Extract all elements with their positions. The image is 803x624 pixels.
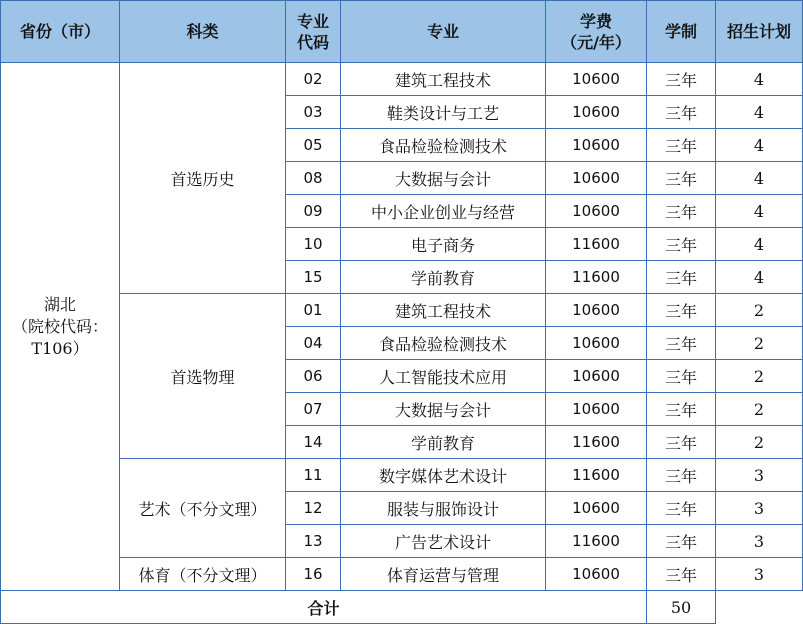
header-code (286, 1, 341, 63)
major-code: 08 (286, 162, 341, 195)
province-cell (1, 63, 120, 591)
major-code: 02 (286, 63, 341, 96)
major-name: 数字媒体艺术设计 (341, 459, 546, 492)
duration: 三年 (647, 129, 716, 162)
plan-count: 2 (716, 426, 803, 459)
major-name: 大数据与会计 (341, 162, 546, 195)
duration: 三年 (647, 96, 716, 129)
table-row (1, 63, 803, 96)
plan-count: 2 (716, 327, 803, 360)
plan-count: 3 (716, 525, 803, 558)
tuition-fee: 10600 (546, 96, 647, 129)
major-name: 人工智能技术应用 (341, 360, 546, 393)
major-name: 电子商务 (341, 228, 546, 261)
major-code: 03 (286, 96, 341, 129)
duration: 三年 (647, 294, 716, 327)
plan-count: 3 (716, 492, 803, 525)
tuition-fee: 10600 (546, 558, 647, 591)
plan-count: 4 (716, 195, 803, 228)
major-name: 建筑工程技术 (341, 294, 546, 327)
province-name: 湖北 (43, 294, 76, 314)
duration: 三年 (647, 393, 716, 426)
duration: 三年 (647, 459, 716, 492)
major-code: 15 (286, 261, 341, 294)
table-row (1, 558, 803, 591)
header-fee-line1: 学费 (579, 11, 612, 31)
province-code-line2: T106） (31, 338, 89, 358)
header-row (1, 1, 803, 63)
plan-count: 4 (716, 129, 803, 162)
major-name: 广告艺术设计 (341, 525, 546, 558)
duration: 三年 (647, 492, 716, 525)
tuition-fee: 11600 (546, 426, 647, 459)
plan-count: 3 (716, 459, 803, 492)
major-name: 学前教育 (341, 426, 546, 459)
major-code: 05 (286, 129, 341, 162)
plan-count: 2 (716, 294, 803, 327)
tuition-fee: 10600 (546, 393, 647, 426)
major-code: 04 (286, 327, 341, 360)
category-cell: 艺术（不分文理） (120, 459, 286, 558)
major-name: 中小企业创业与经营 (341, 195, 546, 228)
header-code-line2: 代码 (296, 32, 329, 52)
header-code-line1: 专业 (296, 11, 329, 31)
header-duration: 学制 (647, 1, 716, 63)
major-code: 13 (286, 525, 341, 558)
major-code: 01 (286, 294, 341, 327)
major-code: 09 (286, 195, 341, 228)
province-code-line1: （院校代码： (11, 316, 108, 336)
major-code: 10 (286, 228, 341, 261)
major-name: 体育运营与管理 (341, 558, 546, 591)
major-name: 鞋类设计与工艺 (341, 96, 546, 129)
duration: 三年 (647, 360, 716, 393)
major-name: 食品检验检测技术 (341, 129, 546, 162)
tuition-fee: 11600 (546, 261, 647, 294)
category-cell: 体育（不分文理） (120, 558, 286, 591)
tuition-fee: 10600 (546, 294, 647, 327)
duration: 三年 (647, 327, 716, 360)
plan-count: 4 (716, 96, 803, 129)
tuition-fee: 10600 (546, 492, 647, 525)
major-code: 11 (286, 459, 341, 492)
plan-count: 2 (716, 360, 803, 393)
header-category: 科类 (120, 1, 286, 63)
header-fee-line2: （元/年） (561, 32, 631, 52)
plan-count: 4 (716, 228, 803, 261)
duration: 三年 (647, 261, 716, 294)
major-code: 12 (286, 492, 341, 525)
header-major: 专业 (341, 1, 546, 63)
duration: 三年 (647, 228, 716, 261)
plan-count: 3 (716, 558, 803, 591)
duration: 三年 (647, 63, 716, 96)
major-name: 服装与服饰设计 (341, 492, 546, 525)
duration: 三年 (647, 195, 716, 228)
major-name: 大数据与会计 (341, 393, 546, 426)
major-name: 建筑工程技术 (341, 63, 546, 96)
duration: 三年 (647, 525, 716, 558)
tuition-fee: 11600 (546, 459, 647, 492)
duration: 三年 (647, 558, 716, 591)
plan-count: 2 (716, 393, 803, 426)
plan-count: 4 (716, 162, 803, 195)
tuition-fee: 10600 (546, 195, 647, 228)
category-cell: 首选历史 (120, 63, 286, 294)
plan-count: 4 (716, 261, 803, 294)
category-cell: 首选物理 (120, 294, 286, 459)
total-label: 合计 (1, 591, 647, 624)
total-row (1, 591, 803, 624)
tuition-fee: 10600 (546, 327, 647, 360)
major-code: 16 (286, 558, 341, 591)
header-plan: 招生计划 (716, 1, 803, 63)
table-row (1, 294, 803, 327)
major-code: 07 (286, 393, 341, 426)
tuition-fee: 10600 (546, 63, 647, 96)
plan-count: 4 (716, 63, 803, 96)
tuition-fee: 10600 (546, 129, 647, 162)
table-row (1, 459, 803, 492)
major-name: 学前教育 (341, 261, 546, 294)
major-code: 14 (286, 426, 341, 459)
total-value: 50 (647, 591, 716, 624)
header-province: 省份（市） (1, 1, 120, 63)
header-fee (546, 1, 647, 63)
tuition-fee: 11600 (546, 525, 647, 558)
tuition-fee: 10600 (546, 162, 647, 195)
tuition-fee: 10600 (546, 360, 647, 393)
tuition-fee: 11600 (546, 228, 647, 261)
major-name: 食品检验检测技术 (341, 327, 546, 360)
duration: 三年 (647, 426, 716, 459)
major-code: 06 (286, 360, 341, 393)
duration: 三年 (647, 162, 716, 195)
